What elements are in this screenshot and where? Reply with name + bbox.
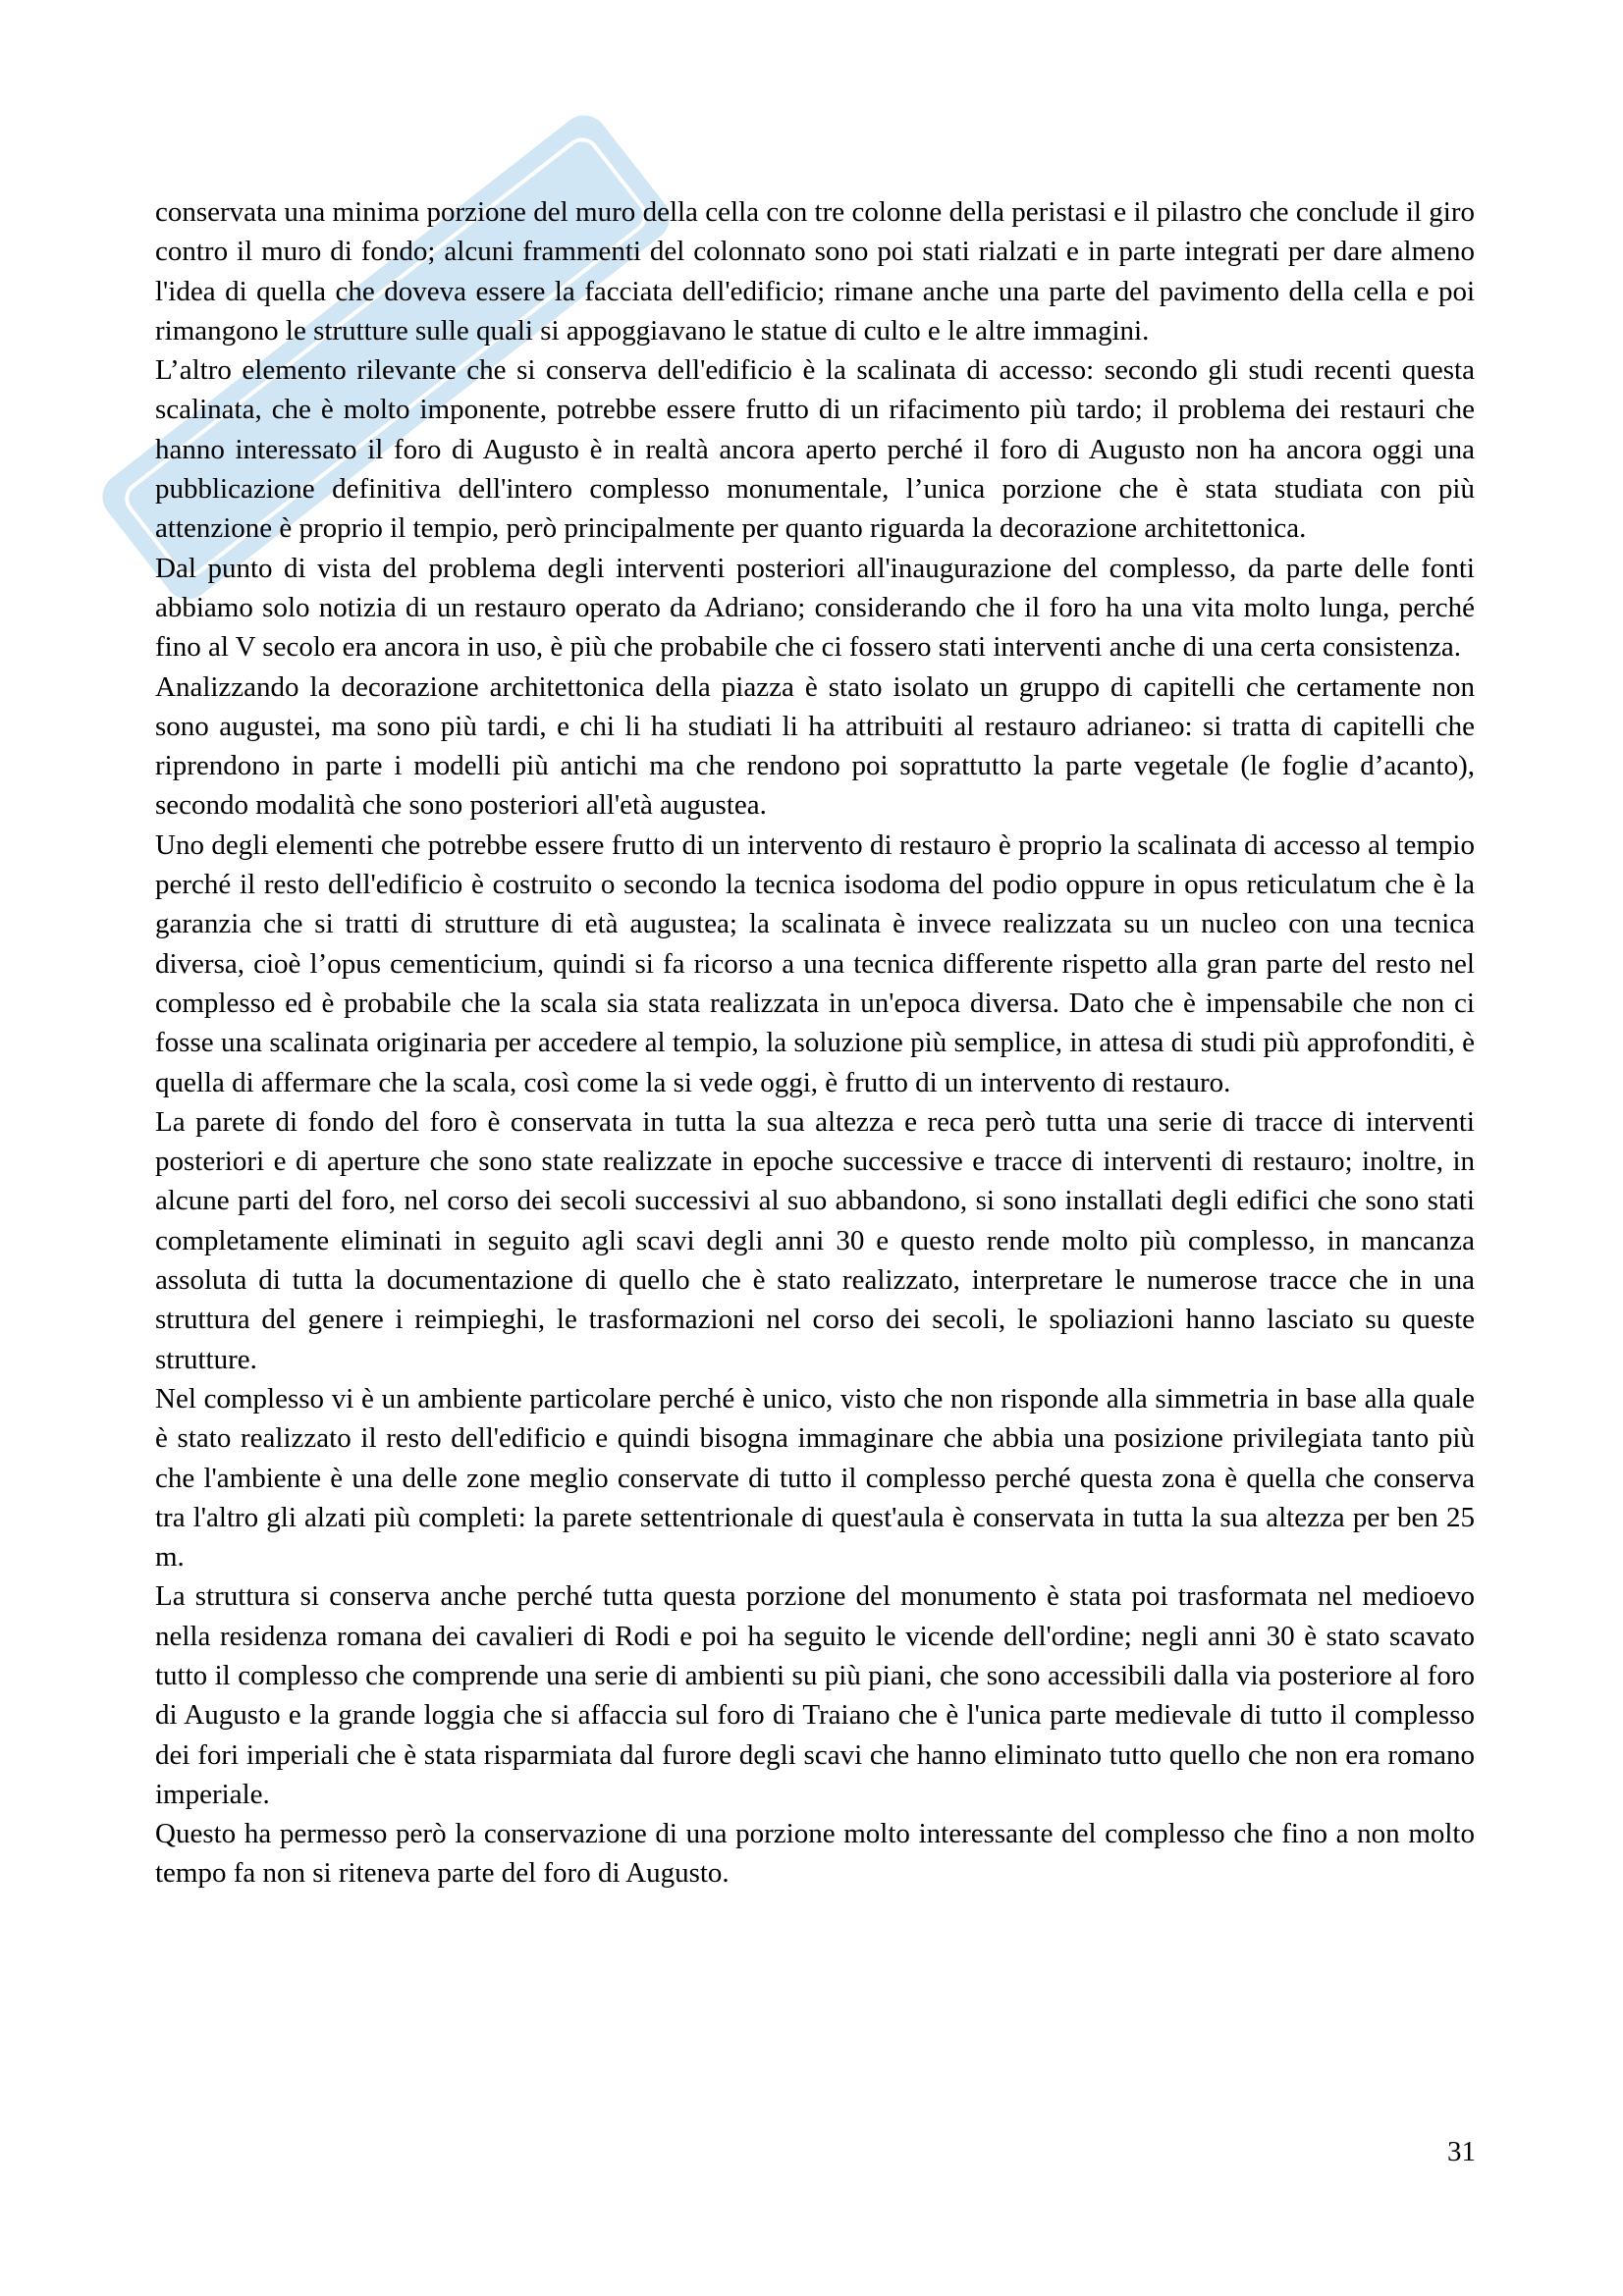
paragraph-9: Questo ha permesso però la conservazione di una porzione molto interessante del complesso che fino a non molto tempo fa non si riteneva parte del foro di Augusto. — [155, 1818, 1475, 1890]
paragraph-1: conservata una minima porzione del muro della cella con tre colonne della peristasi e il pilastro che conclude il giro contro il muro di fondo; alcuni frammenti del colonnato sono poi stati rialzati e in parte integrati per dare almeno l'idea di quella che doveva essere la facciata dell'edificio; rimane anche una parte del pavimento della cella e poi rimangono le strutture sulle quali si appoggiavano le statue di culto e le altre immagini. — [155, 196, 1475, 347]
paragraph-2: L’altro elemento rilevante che si conserva dell'edificio è la scalinata di accesso: secondo gli studi recenti questa scalinata, che è molto imponente, potrebbe essere frutto di un rifacimento più tardo; il problema dei restauri che hanno interessato il foro di Augusto è in realtà ancora aperto perché il foro di Augusto non ha ancora oggi una pubblicazione definitiva dell'intero complesso monumentale, l’unica porzione che è stata studiata con più attenzione è proprio il tempio, però principalmente per quanto riguarda la decorazione architettonica. — [155, 354, 1475, 545]
paragraph-4: Analizzando la decorazione architettonica della piazza è stato isolato un gruppo di capitelli che certamente non sono augustei, ma sono più tardi, e chi li ha studiati li ha attribuiti al restauro adrianeo: si tratta di capitelli che riprendono in parte i modelli più antichi ma che rendono poi soprattutto la parte vegetale (le foglie d’acanto), secondo modalità che sono posteriori all'età augustea. — [155, 670, 1475, 822]
page-number: 31 — [1447, 2136, 1476, 2167]
paragraph-3: Dal punto di vista del problema degli interventi posteriori all'inaugurazione del complesso, da parte delle fonti abbiamo solo notizia di un restauro operato da Adriano; considerando che il foro ha una vita molto lunga, perché fino al V secolo era ancora in uso, è più che probabile che ci fossero stati interventi anche di una certa consistenza. — [155, 552, 1475, 664]
body-text — [155, 192, 1475, 1894]
paragraph-8: La struttura si conserva anche perché tutta questa porzione del monumento è stata poi trasformata nel medioevo nella residenza romana dei cavalieri di Rodi e poi ha seguito le vicende dell'ordine; negli anni 30 è stato scavato tutto il complesso che comprende una serie di ambienti su più piani, che sono accessibili dalla via posteriore al foro di Augusto e la grande loggia che si affaccia sul foro di Traiano che è l'unica parte medievale di tutto il complesso dei fori imperiali che è stata risparmiata dal furore degli scavi che hanno eliminato tutto quello che non era romano imperiale. — [155, 1580, 1475, 1810]
paragraph-6: La parete di fondo del foro è conservata in tutta la sua altezza e reca però tutta una serie di tracce di interventi posteriori e di aperture che sono state realizzate in epoche successive e tracce di interventi di restauro; inoltre, in alcune parti del foro, nel corso dei secoli successivi al suo abbandono, si sono installati degli edifici che sono stati completamente eliminati in seguito agli scavi degli anni 30 e questo rende molto più complesso, in mancanza assoluta di tutta la documentazione di quello che è stato realizzato, interpretare le numerose tracce che in una struttura del genere i reimpieghi, le trasformazioni nel corso dei secoli, le spoliazioni hanno lasciato su queste strutture. — [155, 1105, 1475, 1375]
paragraph-7: Nel complesso vi è un ambiente particolare perché è unico, visto che non risponde alla simmetria in base alla quale è stato realizzato il resto dell'edificio e quindi bisogna immaginare che abbia una posizione privilegiata tanto più che l'ambiente è una delle zone meglio conservate di tutto il complesso perché questa zona è quella che conserva tra l'altro gli alzati più completi: la parete settentrionale di quest'aula è conservata in tutta la sua altezza per ben 25 m. — [155, 1382, 1475, 1574]
paragraph-5: Uno degli elementi che potrebbe essere frutto di un intervento di restauro è proprio la scalinata di accesso al tempio perché il resto dell'edificio è costruito o secondo la tecnica isodoma del podio oppure in opus reticulatum che è la garanzia che si tratti di strutture di età augustea; la scalinata è invece realizzata su un nucleo con una tecnica diversa, cioè l’opus cementicium, quindi si fa ricorso a una tecnica differente rispetto alla gran parte del resto nel complesso ed è probabile che la scala sia stata realizzata in un'epoca diversa. Dato che è impensabile che non ci fosse una scalinata originaria per accedere al tempio, la soluzione più semplice, in attesa di studi più approfonditi, è quella di affermare che la scala, così come la si vede oggi, è frutto di un intervento di restauro. — [155, 828, 1475, 1098]
